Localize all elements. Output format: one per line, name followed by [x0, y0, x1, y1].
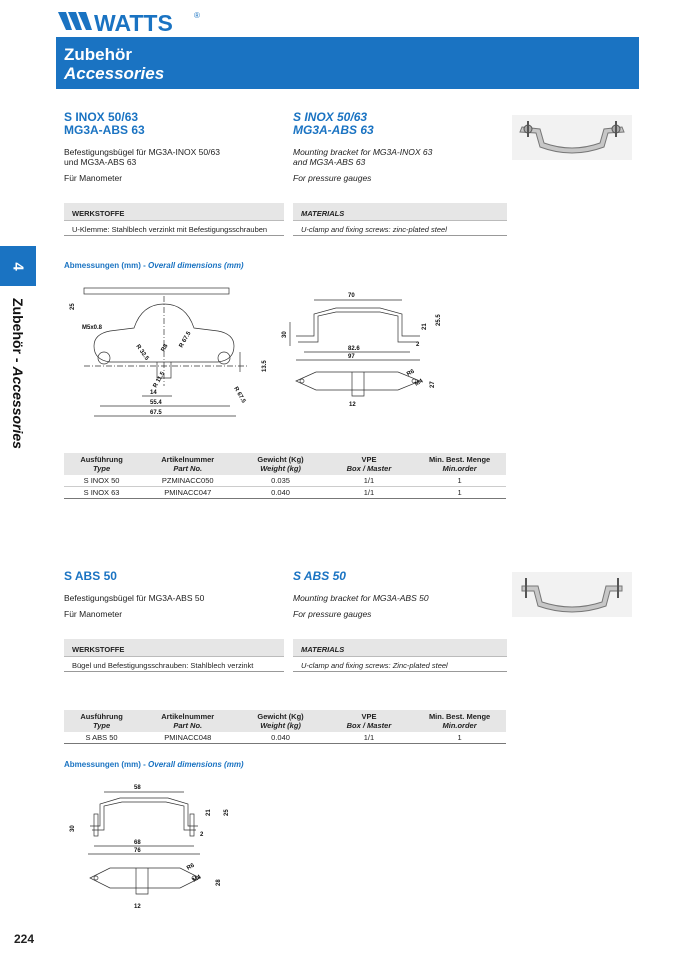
- dim-12-s2: 12: [134, 904, 141, 910]
- dim-r675: R 67.5: [178, 330, 193, 349]
- banner-title-en: Accessories: [64, 64, 165, 83]
- cell-box: 1/1: [325, 475, 413, 487]
- s2-dim-title-en: Overall dimensions (mm): [148, 760, 244, 769]
- watts-logo-mark: [56, 6, 206, 36]
- col-weight-de: Gewicht (Kg): [257, 455, 304, 464]
- dim-2-s1: 2: [416, 342, 420, 348]
- cell-minorder: 1: [413, 732, 506, 744]
- dim-826: 82.6: [348, 346, 360, 352]
- dim-25: 25: [70, 303, 76, 310]
- cell-minorder: 1: [413, 487, 506, 499]
- s1-materials-body-en: U-clamp and fixing screws: zinc-plated steel: [293, 221, 507, 236]
- col-type-de: Ausführung: [80, 455, 123, 464]
- s1-title-en-1: S INOX 50/63: [293, 110, 368, 124]
- dim-r6-s1: R6: [406, 368, 416, 378]
- s2-title-de: S ABS 50: [64, 569, 117, 583]
- col-type-en: Type: [92, 721, 111, 730]
- dim-m4-s2: M4: [192, 874, 203, 884]
- dim-r115: R 11.5: [152, 370, 167, 389]
- s1-title-de: [64, 111, 145, 137]
- dim-135: 13.5: [262, 360, 268, 372]
- table-row: [64, 487, 506, 499]
- dim-m5: M5x0.8: [82, 325, 103, 331]
- cell-type: S ABS 50: [64, 732, 139, 744]
- dim-554: 55.4: [150, 400, 162, 406]
- s2-dim-title: [64, 760, 244, 769]
- s1-materials-body-de: U-Klemme: Stahlblech verzinkt mit Befestigungsschrauben: [64, 221, 284, 236]
- dim-2-s2: 2: [200, 832, 204, 838]
- col-box-de: VPE: [361, 712, 377, 721]
- dim-76: 76: [134, 848, 141, 854]
- col-box-en: Box / Master: [346, 464, 392, 473]
- cell-box: 1/1: [325, 487, 413, 499]
- dim-675: 67.5: [150, 410, 162, 416]
- s2-materials-head-en: MATERIALS: [293, 639, 507, 657]
- s2-spec-table: [64, 710, 506, 744]
- dim-70: 70: [348, 293, 355, 299]
- col-box-de: VPE: [361, 455, 377, 464]
- page-banner: [56, 37, 639, 89]
- col-box-en: Box / Master: [346, 721, 392, 730]
- chapter-label-de: Zubehör: [10, 298, 26, 354]
- col-minorder-de: Min. Best. Menge: [428, 712, 491, 721]
- cell-partno: PMINACC047: [139, 487, 236, 499]
- col-type-de: Ausführung: [80, 712, 123, 721]
- s1-dim-title: [64, 261, 244, 270]
- col-weight-de: Gewicht (Kg): [257, 712, 304, 721]
- brand-reg: ®: [194, 11, 200, 20]
- dim-68: 68: [134, 840, 141, 846]
- dim-58: 58: [134, 785, 141, 791]
- s2-materials-body-de: Bügel und Befestigungsschrauben: Stahlblech verzinkt: [64, 657, 284, 672]
- chapter-label: [6, 298, 26, 498]
- s2-materials-head-de: WERKSTOFFE: [64, 639, 284, 657]
- s2-materials-de: [64, 639, 284, 672]
- table-row: [64, 475, 506, 487]
- cell-box: 1/1: [325, 732, 413, 744]
- s1-title-en: [293, 111, 374, 137]
- s2-desc-en: [293, 593, 513, 619]
- col-minorder-en: Min.order: [442, 721, 477, 730]
- dim-97: 97: [348, 354, 355, 360]
- s1-dim-title-de: Abmessungen (mm) -: [64, 261, 149, 270]
- s1-desc-de-1: Befestigungsbügel für MG3A-INOX 50/63: [64, 147, 220, 157]
- col-weight-en: Weight (kg): [260, 464, 301, 473]
- banner-title-de: Zubehör: [64, 45, 132, 64]
- s1-title-de-1: S INOX 50/63: [64, 110, 139, 124]
- s1-desc-en-2: and MG3A-ABS 63: [293, 157, 366, 167]
- s2-desc-en-1: Mounting bracket for MG3A-ABS 50: [293, 593, 429, 603]
- chapter-tab: [0, 246, 36, 286]
- col-weight-en: Weight (kg): [260, 721, 301, 730]
- s2-product-photo: [512, 572, 632, 617]
- dim-28: 28: [216, 879, 222, 886]
- s2-desc-de-1: Befestigungsbügel für MG3A-ABS 50: [64, 593, 205, 603]
- chapter-label-sep: -: [10, 354, 26, 367]
- s1-title-en-2: MG3A-ABS 63: [293, 123, 374, 137]
- cell-type: S INOX 50: [64, 475, 139, 487]
- dim-r675-b: R 67.5: [232, 386, 247, 405]
- col-type-en: Type: [92, 464, 111, 473]
- s1-table-header: [64, 453, 506, 475]
- s1-drawing-side-view: [276, 286, 446, 416]
- dim-25-s2: 25: [224, 809, 230, 816]
- cell-partno: PMINACC048: [139, 732, 236, 744]
- dim-r6-s2: R6: [186, 862, 196, 872]
- chapter-number: 4: [9, 261, 27, 271]
- s2-drawing: [64, 778, 244, 918]
- s2-materials-en: [293, 639, 507, 672]
- dim-30-s2: 30: [70, 825, 76, 832]
- chapter-label-en: Accessories: [10, 366, 26, 449]
- dim-12-s1: 12: [349, 402, 356, 408]
- s1-materials-head-de: WERKSTOFFE: [64, 203, 284, 221]
- s1-desc-de: [64, 147, 284, 183]
- cell-weight: 0.040: [236, 732, 324, 744]
- s2-desc-de: [64, 593, 284, 619]
- col-partno-de: Artikelnummer: [161, 712, 215, 721]
- s1-product-photo: [512, 115, 632, 160]
- brand-name: WATTS: [94, 10, 173, 36]
- s1-materials-de: [64, 203, 284, 236]
- s2-dim-title-de: Abmessungen (mm) -: [64, 760, 149, 769]
- s2-materials-body-en: U-clamp and fixing screws: Zinc-plated steel: [293, 657, 507, 672]
- s1-desc-de-2: und MG3A-ABS 63: [64, 157, 137, 167]
- dim-r32: R 32.5: [134, 343, 150, 362]
- s1-desc-en-1: Mounting bracket for MG3A-INOX 63: [293, 147, 433, 157]
- s2-title-en: S ABS 50: [293, 569, 346, 583]
- s1-materials-en: [293, 203, 507, 236]
- s1-materials-head-en: MATERIALS: [293, 203, 507, 221]
- col-partno-en: Part No.: [173, 464, 203, 473]
- col-minorder-de: Min. Best. Menge: [428, 455, 491, 464]
- dim-m4-s1: M4: [414, 378, 425, 388]
- s1-title-de-2: MG3A-ABS 63: [64, 123, 145, 137]
- cell-minorder: 1: [413, 475, 506, 487]
- dim-255: 25.5: [436, 314, 442, 326]
- s1-drawing-top-view: [64, 276, 274, 426]
- col-partno-de: Artikelnummer: [161, 455, 215, 464]
- col-partno-en: Part No.: [173, 721, 203, 730]
- s1-spec-table: [64, 453, 506, 499]
- dim-30-s1: 30: [282, 331, 288, 338]
- dim-14: 14: [150, 390, 157, 396]
- s1-use-de: Für Manometer: [64, 173, 123, 183]
- cell-partno: PZMINACC050: [139, 475, 236, 487]
- cell-weight: 0.035: [236, 475, 324, 487]
- col-minorder-en: Min.order: [442, 464, 477, 473]
- s1-desc-en: [293, 147, 513, 183]
- cell-weight: 0.040: [236, 487, 324, 499]
- s2-use-en: For pressure gauges: [293, 609, 372, 619]
- cell-type: S INOX 63: [64, 487, 139, 499]
- s2-use-de: Für Manometer: [64, 609, 123, 619]
- watts-logo: [56, 6, 206, 36]
- s1-use-en: For pressure gauges: [293, 173, 372, 183]
- dim-21-s2: 21: [206, 809, 212, 816]
- s2-table-header: [64, 710, 506, 732]
- dim-27: 27: [430, 381, 436, 388]
- dim-r8: R8: [160, 343, 170, 353]
- table-row: [64, 732, 506, 744]
- s1-dim-title-en: Overall dimensions (mm): [148, 261, 244, 270]
- dim-21-s1: 21: [422, 323, 428, 330]
- page-number: 224: [14, 932, 35, 946]
